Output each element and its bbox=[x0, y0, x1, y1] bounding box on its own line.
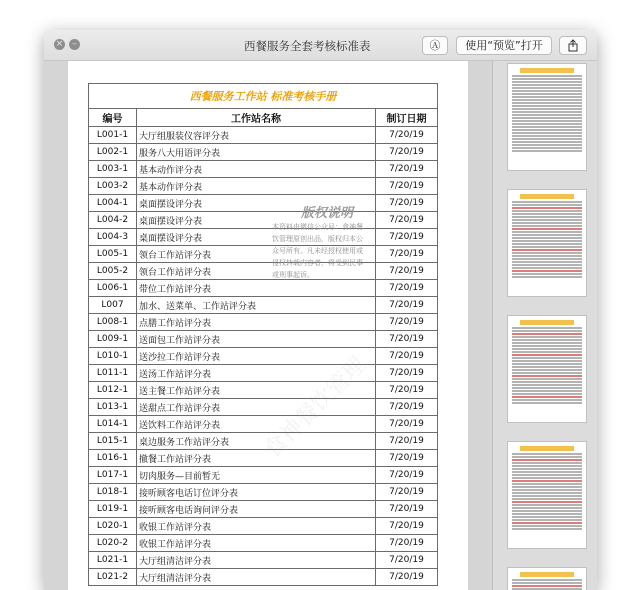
row-name: 送沙拉工作站评分表 bbox=[137, 348, 376, 365]
window-title: 西餐服务全套考核标准表 bbox=[244, 39, 371, 53]
row-date: 7/20/19 bbox=[375, 331, 437, 348]
row-code: L014-1 bbox=[89, 416, 137, 433]
thumbnail-line bbox=[512, 513, 582, 515]
page-thumbnail[interactable] bbox=[507, 567, 587, 590]
thumbnail-line bbox=[512, 78, 582, 80]
row-date: 7/20/19 bbox=[375, 484, 437, 501]
row-code: L011-1 bbox=[89, 365, 137, 382]
thumbnail-line bbox=[512, 246, 582, 248]
header-name: 工作站名称 bbox=[137, 109, 376, 127]
document-page bbox=[68, 61, 468, 590]
row-code: L019-1 bbox=[89, 501, 137, 518]
thumbnail-line bbox=[512, 231, 582, 233]
standards-table bbox=[88, 83, 438, 586]
table-row bbox=[89, 382, 438, 399]
thumbnail-line bbox=[512, 372, 582, 374]
share-icon bbox=[567, 39, 579, 52]
thumbnail-line bbox=[512, 207, 582, 209]
thumbnail-line bbox=[512, 330, 582, 332]
thumbnail-line bbox=[512, 138, 582, 140]
content-area bbox=[44, 61, 597, 590]
row-code: L010-1 bbox=[89, 348, 137, 365]
row-name: 送汤工作站评分表 bbox=[137, 365, 376, 382]
thumbnail-line bbox=[512, 264, 582, 266]
thumbnail-line bbox=[512, 114, 582, 116]
thumbnail-line bbox=[512, 87, 582, 89]
row-name: 领台工作站评分表 bbox=[137, 246, 376, 263]
row-code: L005-2 bbox=[89, 263, 137, 280]
thumbnail-line bbox=[512, 387, 582, 389]
table-row bbox=[89, 161, 438, 178]
header-code: 编号 bbox=[89, 109, 137, 127]
thumbnail-line bbox=[512, 90, 582, 92]
row-date: 7/20/19 bbox=[375, 552, 437, 569]
thumbnail-line bbox=[512, 468, 582, 470]
thumbnail-line bbox=[512, 384, 582, 386]
thumbnail-line bbox=[512, 81, 582, 83]
thumbnail-line bbox=[512, 126, 582, 128]
row-name: 接听顾客电话订位评分表 bbox=[137, 484, 376, 501]
row-code: L004-1 bbox=[89, 195, 137, 212]
row-code: L003-2 bbox=[89, 178, 137, 195]
thumbnail-line bbox=[512, 327, 582, 329]
thumbnail-line bbox=[512, 228, 582, 230]
thumbnail-line bbox=[512, 459, 582, 461]
thumbnail-line bbox=[512, 249, 582, 251]
page-thumbnail[interactable] bbox=[507, 189, 587, 297]
thumbnail-line bbox=[512, 204, 582, 206]
table-row bbox=[89, 229, 438, 246]
table-row bbox=[89, 331, 438, 348]
open-with-preview-button[interactable]: 使用“预览”打开 bbox=[456, 36, 552, 55]
thumbnail-line bbox=[512, 582, 582, 584]
document-title: 西餐服务工作站 标准考核手册 bbox=[89, 84, 438, 109]
row-date: 7/20/19 bbox=[375, 467, 437, 484]
thumbnail-line bbox=[512, 360, 582, 362]
row-code: L004-3 bbox=[89, 229, 137, 246]
table-row bbox=[89, 195, 438, 212]
row-date: 7/20/19 bbox=[375, 280, 437, 297]
row-date: 7/20/19 bbox=[375, 535, 437, 552]
thumbnail-line bbox=[512, 585, 582, 587]
row-date: 7/20/19 bbox=[375, 263, 437, 280]
thumbnail-line bbox=[512, 258, 582, 260]
thumbnail-line bbox=[512, 501, 582, 503]
thumbnail-line bbox=[512, 339, 582, 341]
annotate-button[interactable] bbox=[422, 36, 448, 55]
table-row bbox=[89, 365, 438, 382]
thumbnail-line bbox=[512, 354, 582, 356]
row-name: 大厅组清洁评分表 bbox=[137, 569, 376, 586]
copyright-text: 本资料由微信公众号：食神餐饮管理原创出品，版权归本公众号所有。凡未经授权使用或侵权转载内容者，将受到民事或刑事起诉。 bbox=[272, 223, 363, 279]
table-row bbox=[89, 450, 438, 467]
thumbnail-sidebar bbox=[493, 61, 597, 590]
row-code: L020-2 bbox=[89, 535, 137, 552]
row-code: L004-2 bbox=[89, 212, 137, 229]
thumbnail-line bbox=[512, 219, 582, 221]
row-code: L002-1 bbox=[89, 144, 137, 161]
page-thumbnail[interactable] bbox=[507, 315, 587, 423]
row-name: 桌面摆设评分表 bbox=[137, 229, 376, 246]
thumbnail-line bbox=[512, 213, 582, 215]
row-name: 服务八大用语评分表 bbox=[137, 144, 376, 161]
thumbnail-line bbox=[512, 267, 582, 269]
row-date: 7/20/19 bbox=[375, 450, 437, 467]
table-row bbox=[89, 399, 438, 416]
page-thumbnail[interactable] bbox=[507, 63, 587, 171]
thumbnail-line bbox=[512, 99, 582, 101]
row-date: 7/20/19 bbox=[375, 144, 437, 161]
row-name: 点膳工作站评分表 bbox=[137, 314, 376, 331]
row-date: 7/20/19 bbox=[375, 212, 437, 229]
table-body bbox=[89, 127, 438, 586]
share-button[interactable] bbox=[559, 36, 587, 55]
thumbnail-title-bar bbox=[520, 572, 574, 577]
row-name: 大厅组清洁评分表 bbox=[137, 552, 376, 569]
row-code: L017-1 bbox=[89, 467, 137, 484]
row-date: 7/20/19 bbox=[375, 314, 437, 331]
thumbnail-line bbox=[512, 333, 582, 335]
thumbnail-line bbox=[512, 222, 582, 224]
thumbnail-line bbox=[512, 255, 582, 257]
row-name: 桌面摆设评分表 bbox=[137, 195, 376, 212]
row-date: 7/20/19 bbox=[375, 348, 437, 365]
thumbnail-line bbox=[512, 402, 582, 404]
thumbnail-title-bar bbox=[520, 68, 574, 73]
table-row bbox=[89, 178, 438, 195]
row-name: 接听顾客电话询问评分表 bbox=[137, 501, 376, 518]
thumbnail-line bbox=[512, 237, 582, 239]
row-code: L021-1 bbox=[89, 552, 137, 569]
table-row bbox=[89, 297, 438, 314]
table-row bbox=[89, 314, 438, 331]
thumbnail-line bbox=[512, 480, 582, 482]
page-thumbnail[interactable] bbox=[507, 441, 587, 549]
row-code: L005-1 bbox=[89, 246, 137, 263]
table-row bbox=[89, 280, 438, 297]
row-code: L001-1 bbox=[89, 127, 137, 144]
thumbnail-line bbox=[512, 390, 582, 392]
thumbnail-line bbox=[512, 108, 582, 110]
table-row bbox=[89, 212, 438, 229]
table-row bbox=[89, 263, 438, 280]
thumbnail-line bbox=[512, 84, 582, 86]
minimize-icon[interactable]: – bbox=[69, 39, 80, 50]
thumbnail-line bbox=[512, 510, 582, 512]
table-row bbox=[89, 501, 438, 518]
thumbnail-line bbox=[512, 132, 582, 134]
row-name: 基本动作评分表 bbox=[137, 161, 376, 178]
row-name: 大厅组服装仪容评分表 bbox=[137, 127, 376, 144]
watermark: 食神餐饮管理 bbox=[259, 352, 371, 464]
table-row bbox=[89, 569, 438, 586]
thumbnail-line bbox=[512, 489, 582, 491]
row-date: 7/20/19 bbox=[375, 297, 437, 314]
table-row bbox=[89, 127, 438, 144]
table-row bbox=[89, 348, 438, 365]
thumbnail-line bbox=[512, 366, 582, 368]
row-code: L012-1 bbox=[89, 382, 137, 399]
row-code: L018-1 bbox=[89, 484, 137, 501]
thumbnail-line bbox=[512, 516, 582, 518]
row-name: 送面包工作站评分表 bbox=[137, 331, 376, 348]
thumbnail-line bbox=[512, 276, 582, 278]
thumbnail-line bbox=[512, 75, 582, 77]
row-code: L009-1 bbox=[89, 331, 137, 348]
thumbnail-line bbox=[512, 129, 582, 131]
thumbnail-line bbox=[512, 150, 582, 152]
row-code: L016-1 bbox=[89, 450, 137, 467]
row-code: L015-1 bbox=[89, 433, 137, 450]
thumbnail-line bbox=[512, 240, 582, 242]
row-date: 7/20/19 bbox=[375, 416, 437, 433]
preview-window bbox=[44, 30, 597, 590]
thumbnail-line bbox=[512, 351, 582, 353]
row-name: 收银工作站评分表 bbox=[137, 518, 376, 535]
thumbnail-line bbox=[512, 477, 582, 479]
thumbnail-line bbox=[512, 342, 582, 344]
row-date: 7/20/19 bbox=[375, 246, 437, 263]
thumbnail-line bbox=[512, 495, 582, 497]
thumbnail-line bbox=[512, 123, 582, 125]
thumbnail-title-bar bbox=[520, 194, 574, 199]
thumbnail-line bbox=[512, 147, 582, 149]
table-row bbox=[89, 518, 438, 535]
thumbnail-line bbox=[512, 462, 582, 464]
row-code: L020-1 bbox=[89, 518, 137, 535]
thumbnail-line bbox=[512, 483, 582, 485]
row-name: 加水、送菜单、工作站评分表 bbox=[137, 297, 376, 314]
thumbnail-line bbox=[512, 375, 582, 377]
row-date: 7/20/19 bbox=[375, 195, 437, 212]
table-row bbox=[89, 144, 438, 161]
thumbnail-line bbox=[512, 507, 582, 509]
thumbnail-line bbox=[512, 504, 582, 506]
row-date: 7/20/19 bbox=[375, 518, 437, 535]
thumbnail-line bbox=[512, 471, 582, 473]
thumbnail-line bbox=[512, 336, 582, 338]
thumbnail-line bbox=[512, 486, 582, 488]
thumbnail-line bbox=[512, 456, 582, 458]
thumbnail-line bbox=[512, 117, 582, 119]
thumbnail-line bbox=[512, 348, 582, 350]
row-code: L003-1 bbox=[89, 161, 137, 178]
row-name: 送主餐工作站评分表 bbox=[137, 382, 376, 399]
thumbnail-line bbox=[512, 363, 582, 365]
row-name: 领台工作站评分表 bbox=[137, 263, 376, 280]
copyright-notice bbox=[272, 206, 368, 281]
thumbnail-line bbox=[512, 141, 582, 143]
table-row bbox=[89, 535, 438, 552]
thumbnail-line bbox=[512, 474, 582, 476]
row-code: L013-1 bbox=[89, 399, 137, 416]
thumbnail-line bbox=[512, 210, 582, 212]
copyright-title: 版权说明 bbox=[300, 206, 353, 221]
thumbnail-line bbox=[512, 273, 582, 275]
thumbnail-line bbox=[512, 519, 582, 521]
thumbnail-line bbox=[512, 528, 582, 530]
thumbnail-line bbox=[512, 243, 582, 245]
table-row bbox=[89, 484, 438, 501]
thumbnail-title-bar bbox=[520, 320, 574, 325]
thumbnail-line bbox=[512, 393, 582, 395]
row-date: 7/20/19 bbox=[375, 569, 437, 586]
row-name: 送饮料工作站评分表 bbox=[137, 416, 376, 433]
thumbnail-line bbox=[512, 357, 582, 359]
thumbnail-title-bar bbox=[520, 446, 574, 451]
thumbnail-line bbox=[512, 378, 582, 380]
thumbnail-line bbox=[512, 498, 582, 500]
table-row bbox=[89, 467, 438, 484]
row-date: 7/20/19 bbox=[375, 178, 437, 195]
row-name: 撤餐工作站评分表 bbox=[137, 450, 376, 467]
table-row bbox=[89, 246, 438, 263]
row-code: L008-1 bbox=[89, 314, 137, 331]
thumbnail-line bbox=[512, 93, 582, 95]
row-date: 7/20/19 bbox=[375, 161, 437, 178]
thumbnail-line bbox=[512, 102, 582, 104]
thumbnail-line bbox=[512, 135, 582, 137]
header-date: 制订日期 bbox=[375, 109, 437, 127]
row-name: 切肉服务—目前暂无 bbox=[137, 467, 376, 484]
thumbnail-line bbox=[512, 96, 582, 98]
thumbnail-line bbox=[512, 399, 582, 401]
row-date: 7/20/19 bbox=[375, 501, 437, 518]
thumbnail-line bbox=[512, 369, 582, 371]
thumbnail-line bbox=[512, 465, 582, 467]
row-name: 桌边服务工作站评分表 bbox=[137, 433, 376, 450]
thumbnail-line bbox=[512, 453, 582, 455]
row-date: 7/20/19 bbox=[375, 229, 437, 246]
row-date: 7/20/19 bbox=[375, 365, 437, 382]
row-code: L021-2 bbox=[89, 569, 137, 586]
row-code: L007 bbox=[89, 297, 137, 314]
row-date: 7/20/19 bbox=[375, 382, 437, 399]
row-code: L006-1 bbox=[89, 280, 137, 297]
thumbnail-line bbox=[512, 216, 582, 218]
thumbnail-line bbox=[512, 396, 582, 398]
thumbnail-line bbox=[512, 270, 582, 272]
row-name: 带位工作站评分表 bbox=[137, 280, 376, 297]
row-name: 收银工作站评分表 bbox=[137, 535, 376, 552]
title-bar bbox=[44, 30, 597, 61]
row-name: 基本动作评分表 bbox=[137, 178, 376, 195]
thumbnail-line bbox=[512, 144, 582, 146]
close-icon[interactable]: × bbox=[55, 39, 64, 49]
table-row bbox=[89, 416, 438, 433]
row-name: 桌面摆设评分表 bbox=[137, 212, 376, 229]
thumbnail-line bbox=[512, 120, 582, 122]
thumbnail-line bbox=[512, 381, 582, 383]
annotate-icon: Ⓐ bbox=[429, 39, 441, 52]
row-name: 送甜点工作站评分表 bbox=[137, 399, 376, 416]
thumbnail-line bbox=[512, 111, 582, 113]
thumbnail-line bbox=[512, 525, 582, 527]
thumbnail-line bbox=[512, 261, 582, 263]
thumbnail-line bbox=[512, 579, 582, 581]
table-row bbox=[89, 552, 438, 569]
document-viewer[interactable] bbox=[44, 61, 493, 590]
thumbnail-line bbox=[512, 492, 582, 494]
thumbnail-line bbox=[512, 201, 582, 203]
row-date: 7/20/19 bbox=[375, 433, 437, 450]
thumbnail-line bbox=[512, 252, 582, 254]
thumbnail-line bbox=[512, 105, 582, 107]
thumbnail-line bbox=[512, 234, 582, 236]
thumbnail-line bbox=[512, 522, 582, 524]
row-date: 7/20/19 bbox=[375, 127, 437, 144]
thumbnail-line bbox=[512, 345, 582, 347]
thumbnail-line bbox=[512, 225, 582, 227]
row-date: 7/20/19 bbox=[375, 399, 437, 416]
